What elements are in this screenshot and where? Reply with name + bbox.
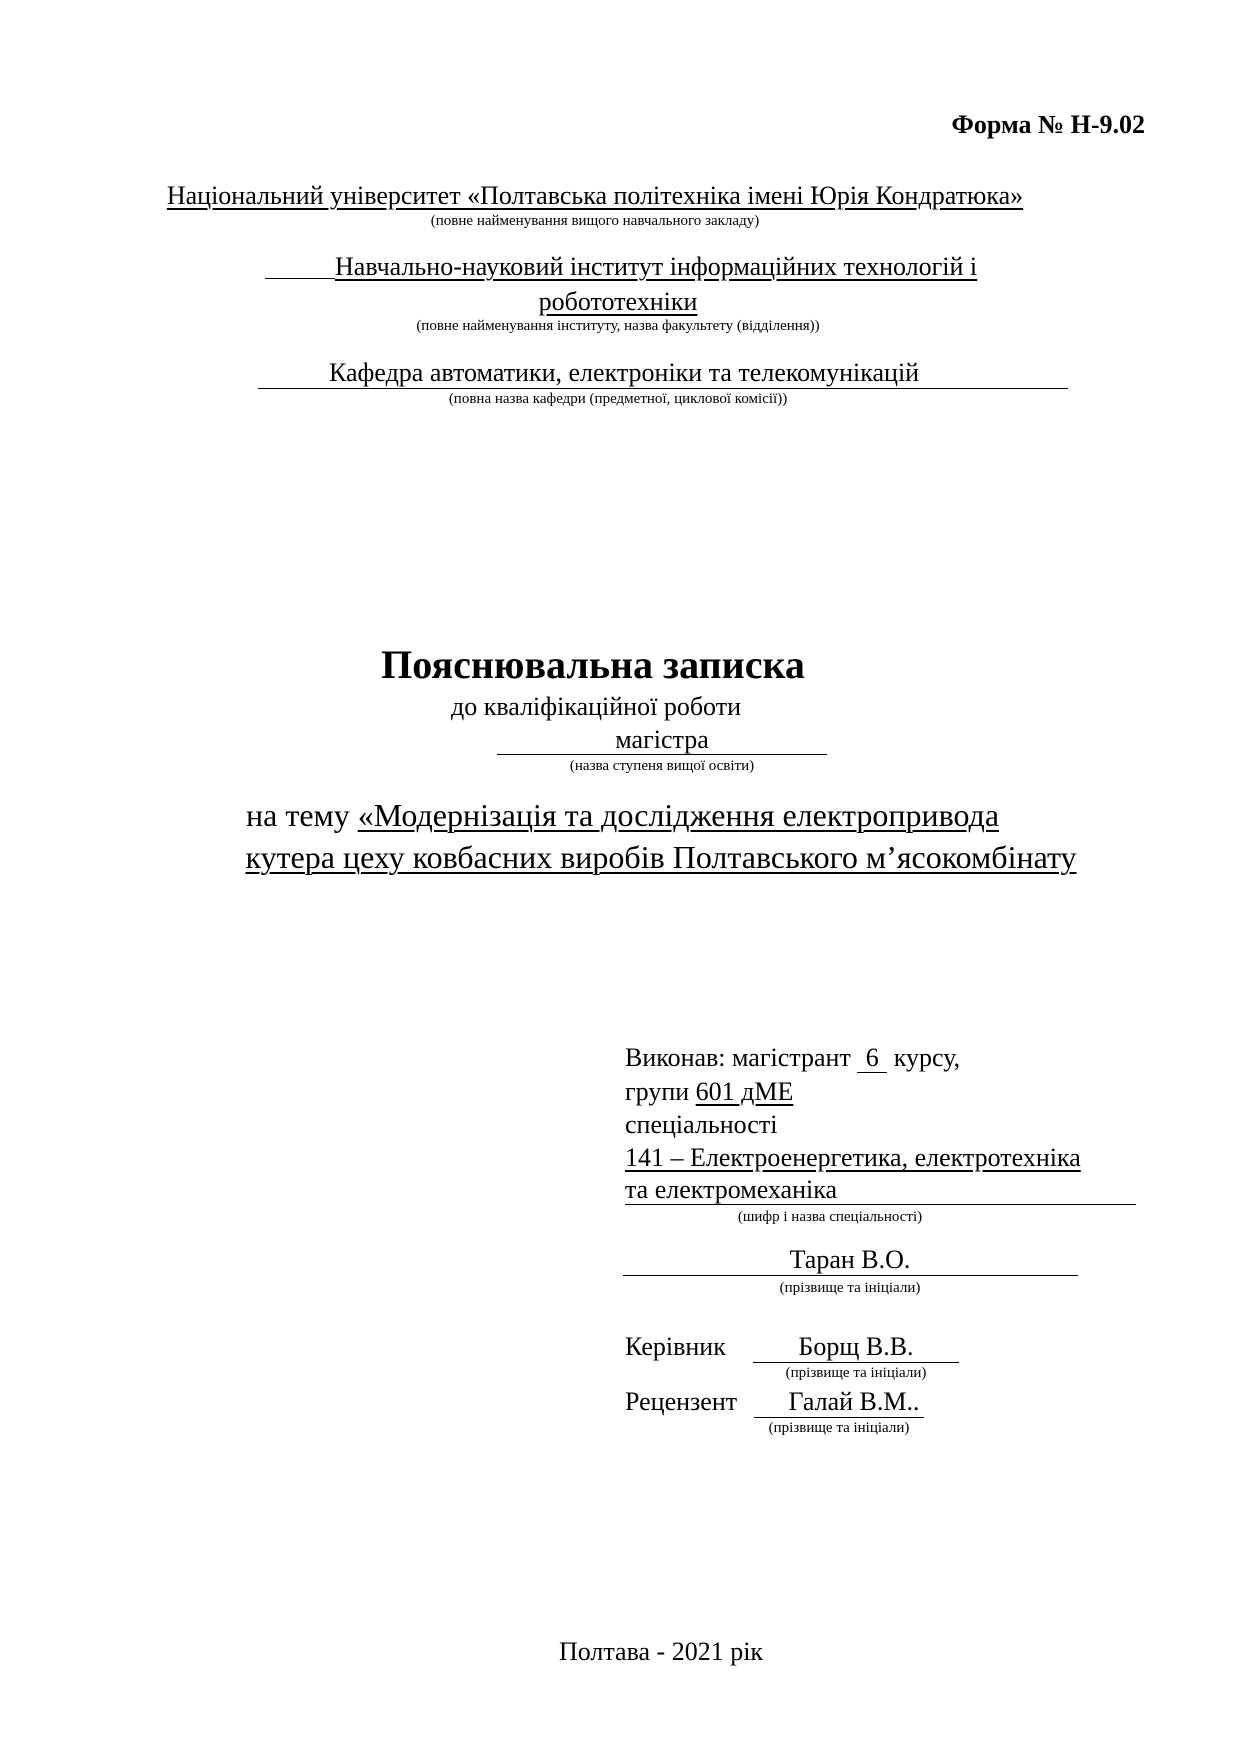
student-hint: (прізвище та ініціали): [779, 1280, 921, 1296]
form-number: Форма № Н-9.02: [951, 110, 1145, 139]
group-label: групи: [625, 1077, 690, 1106]
department-underline: [258, 388, 1068, 389]
specialty-hint: (шифр і назва спеціальності): [737, 1209, 923, 1225]
topic-text-line1: «Модернізація та дослідження електропривода: [357, 797, 1000, 833]
reviewer-name: Галай В.М..: [788, 1387, 920, 1416]
institute-leading-underline: [265, 278, 335, 279]
topic-prefix: на тему: [246, 797, 358, 833]
document-title: Пояснювальна записка: [381, 642, 805, 687]
reviewer-hint: (прізвище та ініціали): [768, 1420, 910, 1436]
supervisor-underline: [753, 1362, 959, 1363]
department-name: Кафедра автоматики, електроніки та телекомунікацій: [329, 358, 920, 387]
institute-name-line1: Навчально-науковий інститут інформаційних технологій і: [335, 252, 978, 281]
institute-hint: (повне найменування інституту, назва факультету (відділення)): [416, 318, 820, 334]
supervisor-label: Керівник: [625, 1332, 726, 1361]
university-name: Національний університет «Полтавська політехніка імені Юрія Кондратюка»: [166, 181, 1024, 210]
footer-city-year: Полтава - 2021 рік: [558, 1637, 764, 1666]
supervisor-hint: (прізвище та ініціали): [785, 1365, 927, 1381]
institute-name-line2: робототехніки: [538, 287, 698, 316]
department-hint: (повна назва кафедри (предметної, циклової комісії)): [448, 391, 788, 407]
reviewer-label: Рецензент: [625, 1387, 738, 1416]
performed-label: Виконав: магістрант: [625, 1043, 851, 1072]
reviewer-underline: [754, 1417, 924, 1418]
topic-line1: [246, 797, 999, 834]
student-underline: [623, 1275, 1078, 1276]
supervisor-name: Борщ В.В.: [798, 1332, 914, 1361]
topic-line2: кутера цеху ковбасних виробів Полтавського м’ясокомбінату: [245, 839, 1077, 875]
university-hint: (повне найменування вищого навчального закладу): [430, 213, 760, 229]
specialty-line2: та електромеханіка: [625, 1175, 838, 1204]
degree-value: магістра: [615, 725, 709, 754]
course-value: 6: [857, 1044, 887, 1073]
specialty-label: спеціальності: [625, 1110, 778, 1139]
document-subtitle: до кваліфікаційної роботи: [451, 692, 741, 721]
degree-hint: (назва ступеня вищої освіти): [569, 758, 755, 774]
specialty-line1: 141 – Електроенергетика, електротехніка: [625, 1143, 1081, 1172]
performed-line: [625, 1043, 960, 1073]
student-name: Таран В.О.: [789, 1245, 911, 1274]
course-label: курсу,: [893, 1043, 961, 1072]
group-value: 601 дМЕ: [695, 1077, 794, 1106]
group-line: [625, 1077, 793, 1107]
